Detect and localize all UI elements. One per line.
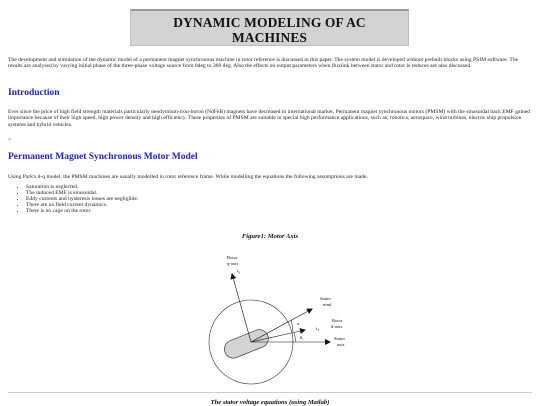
- rotor-d-label-2: d-axis: [331, 324, 343, 329]
- stator-mmf-label-2: mmf: [323, 302, 332, 307]
- list-item: • Eddy currents and hysteresis losses are negligible.: [26, 196, 138, 202]
- stator-mmf-label-1: Stator: [320, 296, 331, 301]
- title-line-1: DYNAMIC MODELING OF AC: [173, 15, 366, 30]
- rotor-q-label-2: q-axis: [227, 261, 239, 266]
- stray-mark: >: [8, 137, 12, 143]
- title-line-2: MACHINES: [231, 30, 308, 45]
- stator-axis-label-2: axis: [337, 342, 345, 347]
- next-section-caption: The stator voltage equations (using Matlab): [210, 399, 330, 406]
- introduction-paragraph: Ever since the price of high field strength materials particularly neodymium-iron-boron (NdFeB) magnets have decreased in international market, Permanent magnet synchronous motors (PMSM) with the sinusoidal back EMF gained importance because of their high speed, high power density and high efficiency. These properties of PMSM are suitable in special high performance applications, such as; robotics, aerospace, wind turbines, electric ship propulsion systems and hybrid vehicles.: [8, 109, 531, 128]
- iq-label: $i_q$: [237, 268, 240, 274]
- figure-caption: Figure1: Motor Axis: [241, 233, 299, 240]
- assumptions-list: [18, 184, 138, 214]
- page-title: [131, 11, 408, 45]
- introduction-heading: Introduction: [8, 88, 60, 98]
- id-label: $i_d$: [316, 326, 319, 332]
- divider: [8, 392, 532, 393]
- stator-axis-label-1: Stator: [334, 336, 345, 341]
- pmsm-paragraph: Using Park's d-q model, the PMSM machines are usually modelled in rotor reference frame. While modelling the equations the following assumptions are made.: [8, 174, 368, 180]
- pmsm-heading: Permanent Magnet Synchronous Motor Model: [8, 152, 198, 162]
- rotor-q-label-1: Rotor: [227, 255, 238, 260]
- theta-label: $\theta_r$: [300, 335, 304, 341]
- rotor-d-label-1: Rotor: [332, 318, 343, 323]
- theta-arc: [294, 333, 296, 342]
- abstract-paragraph: The development and simulation of the dynamic model of a permanent magnet synchronous machine in rotor reference is discussed in this paper. The system model is developed without prebuilt blocks using PSIM software. The results are analysed by varying initial phase of the three-phase voltage source from 0deg to 360 deg. Also the effects on output parameters when fluxlink between stator and rotor is reduces are also discussed.: [8, 57, 519, 70]
- list-item: • There are no field current dynamics.: [26, 202, 138, 208]
- motor-axis-diagram: [0, 240, 540, 388]
- list-item: • Saturation is neglected.: [26, 184, 138, 190]
- list-item: • There is no cage on the rotor.: [26, 208, 138, 214]
- title-box: [130, 9, 409, 46]
- list-item: • The induced EMF is sinusoidal.: [26, 190, 138, 196]
- alpha-label: α: [297, 321, 300, 326]
